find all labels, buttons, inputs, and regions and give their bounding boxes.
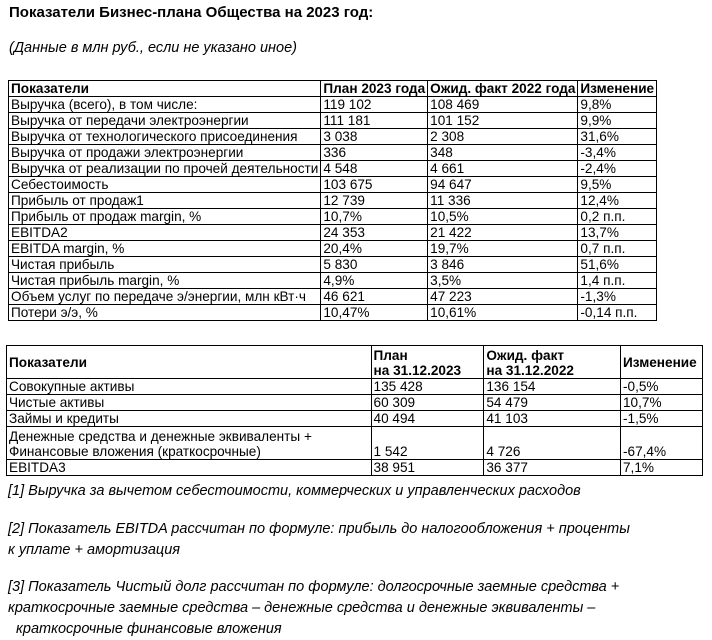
table-cell — [7, 395, 372, 411]
column-header: Показатели — [9, 81, 321, 97]
table-row — [9, 145, 657, 161]
text-line: Чистые активы — [9, 395, 105, 410]
table-row — [9, 209, 657, 225]
text-line: [1] Выручка за вычетом себестоимости, коммерческих и управленческих расходов — [8, 483, 581, 499]
table-cell: 41 103 — [484, 411, 621, 427]
text-line: на 31.12.2022 — [486, 363, 574, 378]
table-row — [9, 177, 657, 193]
table-cell: 9,9% — [578, 113, 657, 129]
table-cell: Выручка от технологического присоединения — [9, 129, 321, 145]
text-line: [2] Показатель EBITDA рассчитан по формуле: прибыль до налогообложения + проценты — [8, 521, 630, 537]
column-header — [371, 346, 484, 379]
table-cell: 4,9% — [321, 273, 428, 289]
table-cell: 101 152 — [428, 113, 578, 129]
table-cell: Прибыль от продаж margin, % — [9, 209, 321, 225]
table-row — [9, 129, 657, 145]
table-cell: 20,4% — [321, 241, 428, 257]
table-cell: 40 494 — [371, 411, 484, 427]
footnote-2 — [8, 519, 630, 561]
business-plan-table — [8, 80, 657, 321]
column-header — [7, 346, 372, 379]
table-row — [9, 225, 657, 241]
table-cell: 10,61% — [428, 305, 578, 321]
text-line: к уплате + амортизация — [8, 542, 181, 558]
text-line: План — [373, 348, 408, 363]
text-line: Совокупные активы — [9, 379, 135, 394]
units-note: (Данные в млн руб., если не указано иное) — [9, 40, 297, 56]
table-cell — [7, 379, 372, 395]
table-cell: 9,5% — [578, 177, 657, 193]
text-line: краткосрочные заемные средства – денежные средства и денежные эквиваленты – — [8, 600, 596, 616]
text-line: Денежные средства и денежные эквиваленты + — [9, 429, 312, 444]
table-cell: 10,7% — [321, 209, 428, 225]
table-row — [9, 289, 657, 305]
table-row — [9, 305, 657, 321]
table-cell: Себестоимость — [9, 177, 321, 193]
table-cell: -2,4% — [578, 161, 657, 177]
table-row — [7, 411, 703, 427]
table-cell: 7,1% — [621, 460, 703, 476]
table-cell: EBITDA2 — [9, 225, 321, 241]
table-row — [7, 379, 703, 395]
table-cell: 1 542 — [371, 427, 484, 460]
table-cell: 9,8% — [578, 97, 657, 113]
column-header — [621, 346, 703, 379]
column-header — [484, 346, 621, 379]
table-cell: Выручка от продажи электроэнергии — [9, 145, 321, 161]
footnote-3 — [8, 577, 619, 640]
table-row — [9, 241, 657, 257]
table-cell: 38 951 — [371, 460, 484, 476]
table-cell: Чистая прибыль — [9, 257, 321, 273]
table-cell: 47 223 — [428, 289, 578, 305]
table-cell: 103 675 — [321, 177, 428, 193]
table-cell: 3 846 — [428, 257, 578, 273]
table-cell: 5 830 — [321, 257, 428, 273]
table-row — [9, 113, 657, 129]
table-cell: 11 336 — [428, 193, 578, 209]
table-cell: Выручка (всего), в том числе: — [9, 97, 321, 113]
text-line: Ожид. факт — [486, 348, 565, 363]
table-cell: 136 154 — [484, 379, 621, 395]
table-header-row — [7, 346, 703, 379]
text-line: краткосрочные финансовые вложения — [8, 621, 282, 637]
column-header: Изменение — [578, 81, 657, 97]
table-cell: -0,5% — [621, 379, 703, 395]
table-cell: 4 726 — [484, 427, 621, 460]
table-cell: 119 102 — [321, 97, 428, 113]
table-cell: Выручка от передачи электроэнергии — [9, 113, 321, 129]
table-cell — [7, 460, 372, 476]
text-line: EBITDA3 — [9, 460, 66, 475]
table-cell: 54 479 — [484, 395, 621, 411]
text-line: Показатели — [9, 354, 87, 370]
table-cell: 10,5% — [428, 209, 578, 225]
table-cell — [7, 411, 372, 427]
table-cell: 10,7% — [621, 395, 703, 411]
table-cell: 51,6% — [578, 257, 657, 273]
text-line: [3] Показатель Чистый долг рассчитан по формуле: долгосрочные заемные средства + — [8, 579, 620, 595]
table-cell: 336 — [321, 145, 428, 161]
table-row — [7, 460, 703, 476]
table-cell: 3,5% — [428, 273, 578, 289]
table-row — [9, 193, 657, 209]
table-cell: Потери э/э, % — [9, 305, 321, 321]
table-row — [7, 427, 703, 460]
table-cell: 108 469 — [428, 97, 578, 113]
table-cell: 1,4 п.п. — [578, 273, 657, 289]
text-line: Займы и кредиты — [9, 411, 119, 426]
table-row — [9, 161, 657, 177]
table-cell: 12,4% — [578, 193, 657, 209]
table-cell: EBITDA margin, % — [9, 241, 321, 257]
table-cell: 21 422 — [428, 225, 578, 241]
column-header: Ожид. факт 2022 года — [428, 81, 578, 97]
table-cell: -3,4% — [578, 145, 657, 161]
table-cell: 36 377 — [484, 460, 621, 476]
table-row — [9, 97, 657, 113]
table-row — [9, 273, 657, 289]
balance-table — [6, 345, 703, 476]
table-cell: 19,7% — [428, 241, 578, 257]
table-cell: 46 621 — [321, 289, 428, 305]
text-line: на 31.12.2023 — [373, 363, 462, 378]
footnote-1 — [8, 481, 581, 502]
table-cell: 2 308 — [428, 129, 578, 145]
table-cell: 4 661 — [428, 161, 578, 177]
table-cell: 135 428 — [371, 379, 484, 395]
table-cell: 0,7 п.п. — [578, 241, 657, 257]
table-row — [7, 395, 703, 411]
table-cell: 111 181 — [321, 113, 428, 129]
table-cell: 13,7% — [578, 225, 657, 241]
column-header: План 2023 года — [321, 81, 428, 97]
table-cell: -1,5% — [621, 411, 703, 427]
table-cell: 94 647 — [428, 177, 578, 193]
table-cell: 60 309 — [371, 395, 484, 411]
table-cell: Чистая прибыль margin, % — [9, 273, 321, 289]
table-cell: -0,14 п.п. — [578, 305, 657, 321]
table-cell: -67,4% — [621, 427, 703, 460]
text-line: Изменение — [623, 354, 697, 370]
table-cell: 12 739 — [321, 193, 428, 209]
table-cell: 31,6% — [578, 129, 657, 145]
text-line: Финансовые вложения (краткосрочные) — [9, 444, 261, 459]
table-cell: 4 548 — [321, 161, 428, 177]
table-header-row — [9, 81, 657, 97]
table-cell: -1,3% — [578, 289, 657, 305]
table-cell: 0,2 п.п. — [578, 209, 657, 225]
table-cell: 3 038 — [321, 129, 428, 145]
table-cell: 24 353 — [321, 225, 428, 241]
page-title: Показатели Бизнес-плана Общества на 2023 год: — [9, 4, 374, 21]
table-cell: 10,47% — [321, 305, 428, 321]
table-cell — [7, 427, 372, 460]
table-cell: Прибыль от продаж1 — [9, 193, 321, 209]
table-row — [9, 257, 657, 273]
table-cell: Объем услуг по передаче э/энергии, млн кВт·ч — [9, 289, 321, 305]
table-cell: Выручка от реализации по прочей деятельности — [9, 161, 321, 177]
table-cell: 348 — [428, 145, 578, 161]
